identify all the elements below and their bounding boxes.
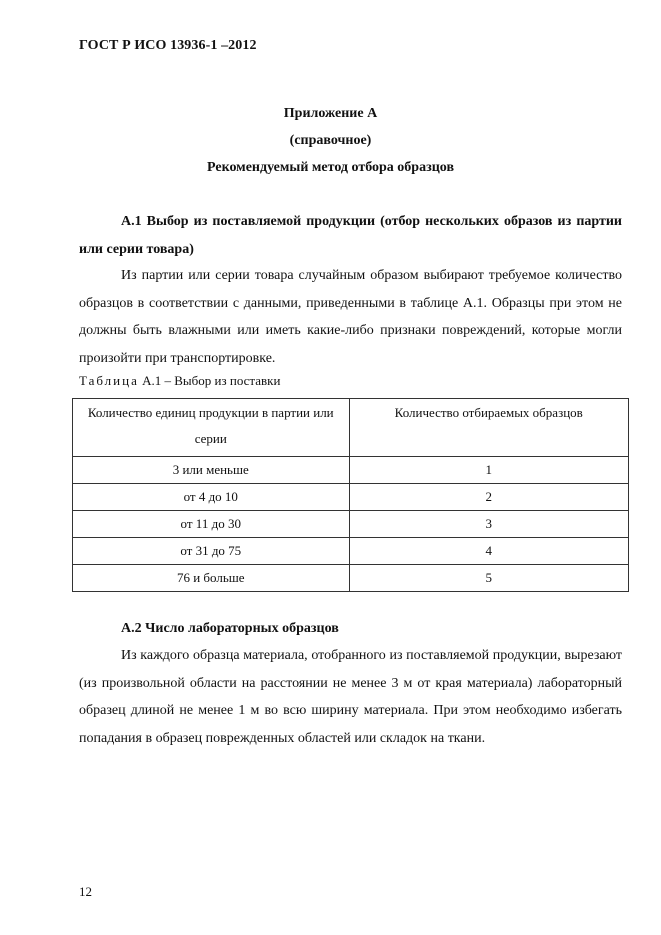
table-row — [73, 511, 629, 538]
section-a2-paragraph: Из каждого образца материала, отобранного из поставляемой продукции, вырезают (из произвольной области на расстоянии не менее 3 м от края материала) лабораторный образец длиной не менее 1 м во всю ширину материала. При этом необходимо избегать попадания в образец поврежденных областей или складок на ткани. — [79, 648, 622, 746]
table-cell-samples: 4 — [349, 538, 629, 565]
table-cell-samples: 1 — [349, 457, 629, 484]
table-caption — [79, 373, 280, 389]
section-a1-paragraph: Из партии или серии товара случайным образом выбирают требуемое количество образцов в соответствии с данными, приведенными в таблице А.1. Образцы при этом не должны быть влажными или иметь какие-либо признаки повреждений, которые могли произойти при транспортировке. — [79, 268, 622, 366]
standard-code: ГОСТ Р ИСО 13936-1 –2012 — [79, 38, 257, 53]
table-cell-units: от 4 до 10 — [73, 484, 350, 511]
table-cell-samples: 3 — [349, 511, 629, 538]
table-cell-units: от 31 до 75 — [73, 538, 350, 565]
section-a2-heading: А.2 Число лабораторных образцов — [121, 621, 339, 636]
table-cell-units: 76 и больше — [73, 565, 350, 592]
table-caption-word: Таблица — [79, 373, 139, 388]
table-header-units: Количество единиц продукции в партии или серии — [73, 399, 350, 457]
page-number: 12 — [79, 884, 92, 899]
table-row — [73, 457, 629, 484]
table-row — [73, 538, 629, 565]
annex-title: Приложение А — [283, 106, 378, 121]
table-cell-units: от 11 до 30 — [73, 511, 350, 538]
table-cell-samples: 5 — [349, 565, 629, 592]
table-cell-units: 3 или меньше — [73, 457, 350, 484]
section-a1-heading: А.1 Выбор из поставляемой продукции (отбор нескольких образов из партии или серии товара) — [79, 214, 622, 257]
table-header-row — [73, 399, 629, 457]
annex-name: Рекомендуемый метод отбора образцов — [206, 160, 455, 175]
annex-type: (справочное) — [289, 133, 372, 148]
table-caption-text: А.1 – Выбор из поставки — [142, 373, 281, 388]
table-row — [73, 484, 629, 511]
sampling-table — [72, 398, 629, 592]
table-cell-samples: 2 — [349, 484, 629, 511]
table-row — [73, 565, 629, 592]
table-header-samples: Количество отбираемых образцов — [349, 399, 629, 457]
